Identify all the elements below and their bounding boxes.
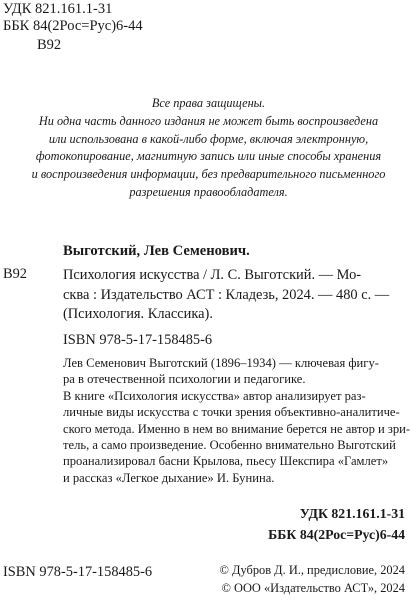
rights-notice xyxy=(0,95,417,202)
copyright-line: © Дубров Д. И., предисловие, 2024 xyxy=(219,563,405,577)
rights-line: разрешения правообладателя. xyxy=(129,184,288,199)
annotation-line: личные виды искусства с точки зрения объективно-аналитиче- xyxy=(63,405,400,420)
rights-line: или использована в какой-либо форме, включая электронную, xyxy=(48,131,369,146)
udk-code-bottom: УДК 821.161.1-31 xyxy=(299,506,405,521)
record-author-sign: В92 xyxy=(3,266,27,282)
annotation-line: и рассказ «Легкое дыхание» И. Бунина. xyxy=(63,470,275,485)
annotation xyxy=(63,355,410,486)
udk-code-top: УДК 821.161.1-31 xyxy=(3,1,113,17)
annotation-line: Лев Семенович Выготский (1896–1934) — ключевая фигу- xyxy=(63,356,379,370)
record-description xyxy=(63,266,389,325)
rights-line: Все права защищены. xyxy=(151,96,266,110)
annotation-line: тель, а само произведение. Особенно внимательно Выготский xyxy=(63,438,396,453)
author-sign-top: В92 xyxy=(37,37,62,53)
description-line: сква : Издательство АСТ : Кладезь, 2024. — 480 с. — xyxy=(63,286,390,303)
annotation-line: проанализировал басни Крылова, пьесу Шекспира «Гамлет» xyxy=(63,454,389,469)
record-isbn: ISBN 978-5-17-158485-6 xyxy=(63,332,213,348)
isbn-bottom: ISBN 978-5-17-158485-6 xyxy=(3,564,153,580)
annotation-line: ра в отечественной психологии и педагогике. xyxy=(63,372,306,387)
copyright-line: © ООО «Издательство АСТ», 2024 xyxy=(221,581,405,595)
bbk-code-top: ББК 84(2Рос=Рус)6-44 xyxy=(3,18,143,34)
description-line: Психология искусства / Л. С. Выготский. — Мо- xyxy=(63,267,362,283)
rights-line: Ни одна часть данного издания не может быть воспроизведена xyxy=(38,113,379,128)
record-author: Выготский, Лев Семенович. xyxy=(63,243,250,259)
rights-line: фотокопирование, магнитную запись или иные способы хранения xyxy=(35,149,382,164)
rights-line: и воспроизведения информации, без предварительного письменного xyxy=(31,167,386,182)
annotation-line: В книге «Психология искусства» автор анализирует раз- xyxy=(63,388,366,403)
bbk-code-bottom: ББК 84(2Рос=Рус)6-44 xyxy=(268,527,405,542)
annotation-line: ского метода. Именно в нем во внимание берется не автор и зри- xyxy=(63,421,411,436)
description-line: (Психология. Классика). xyxy=(63,306,213,323)
